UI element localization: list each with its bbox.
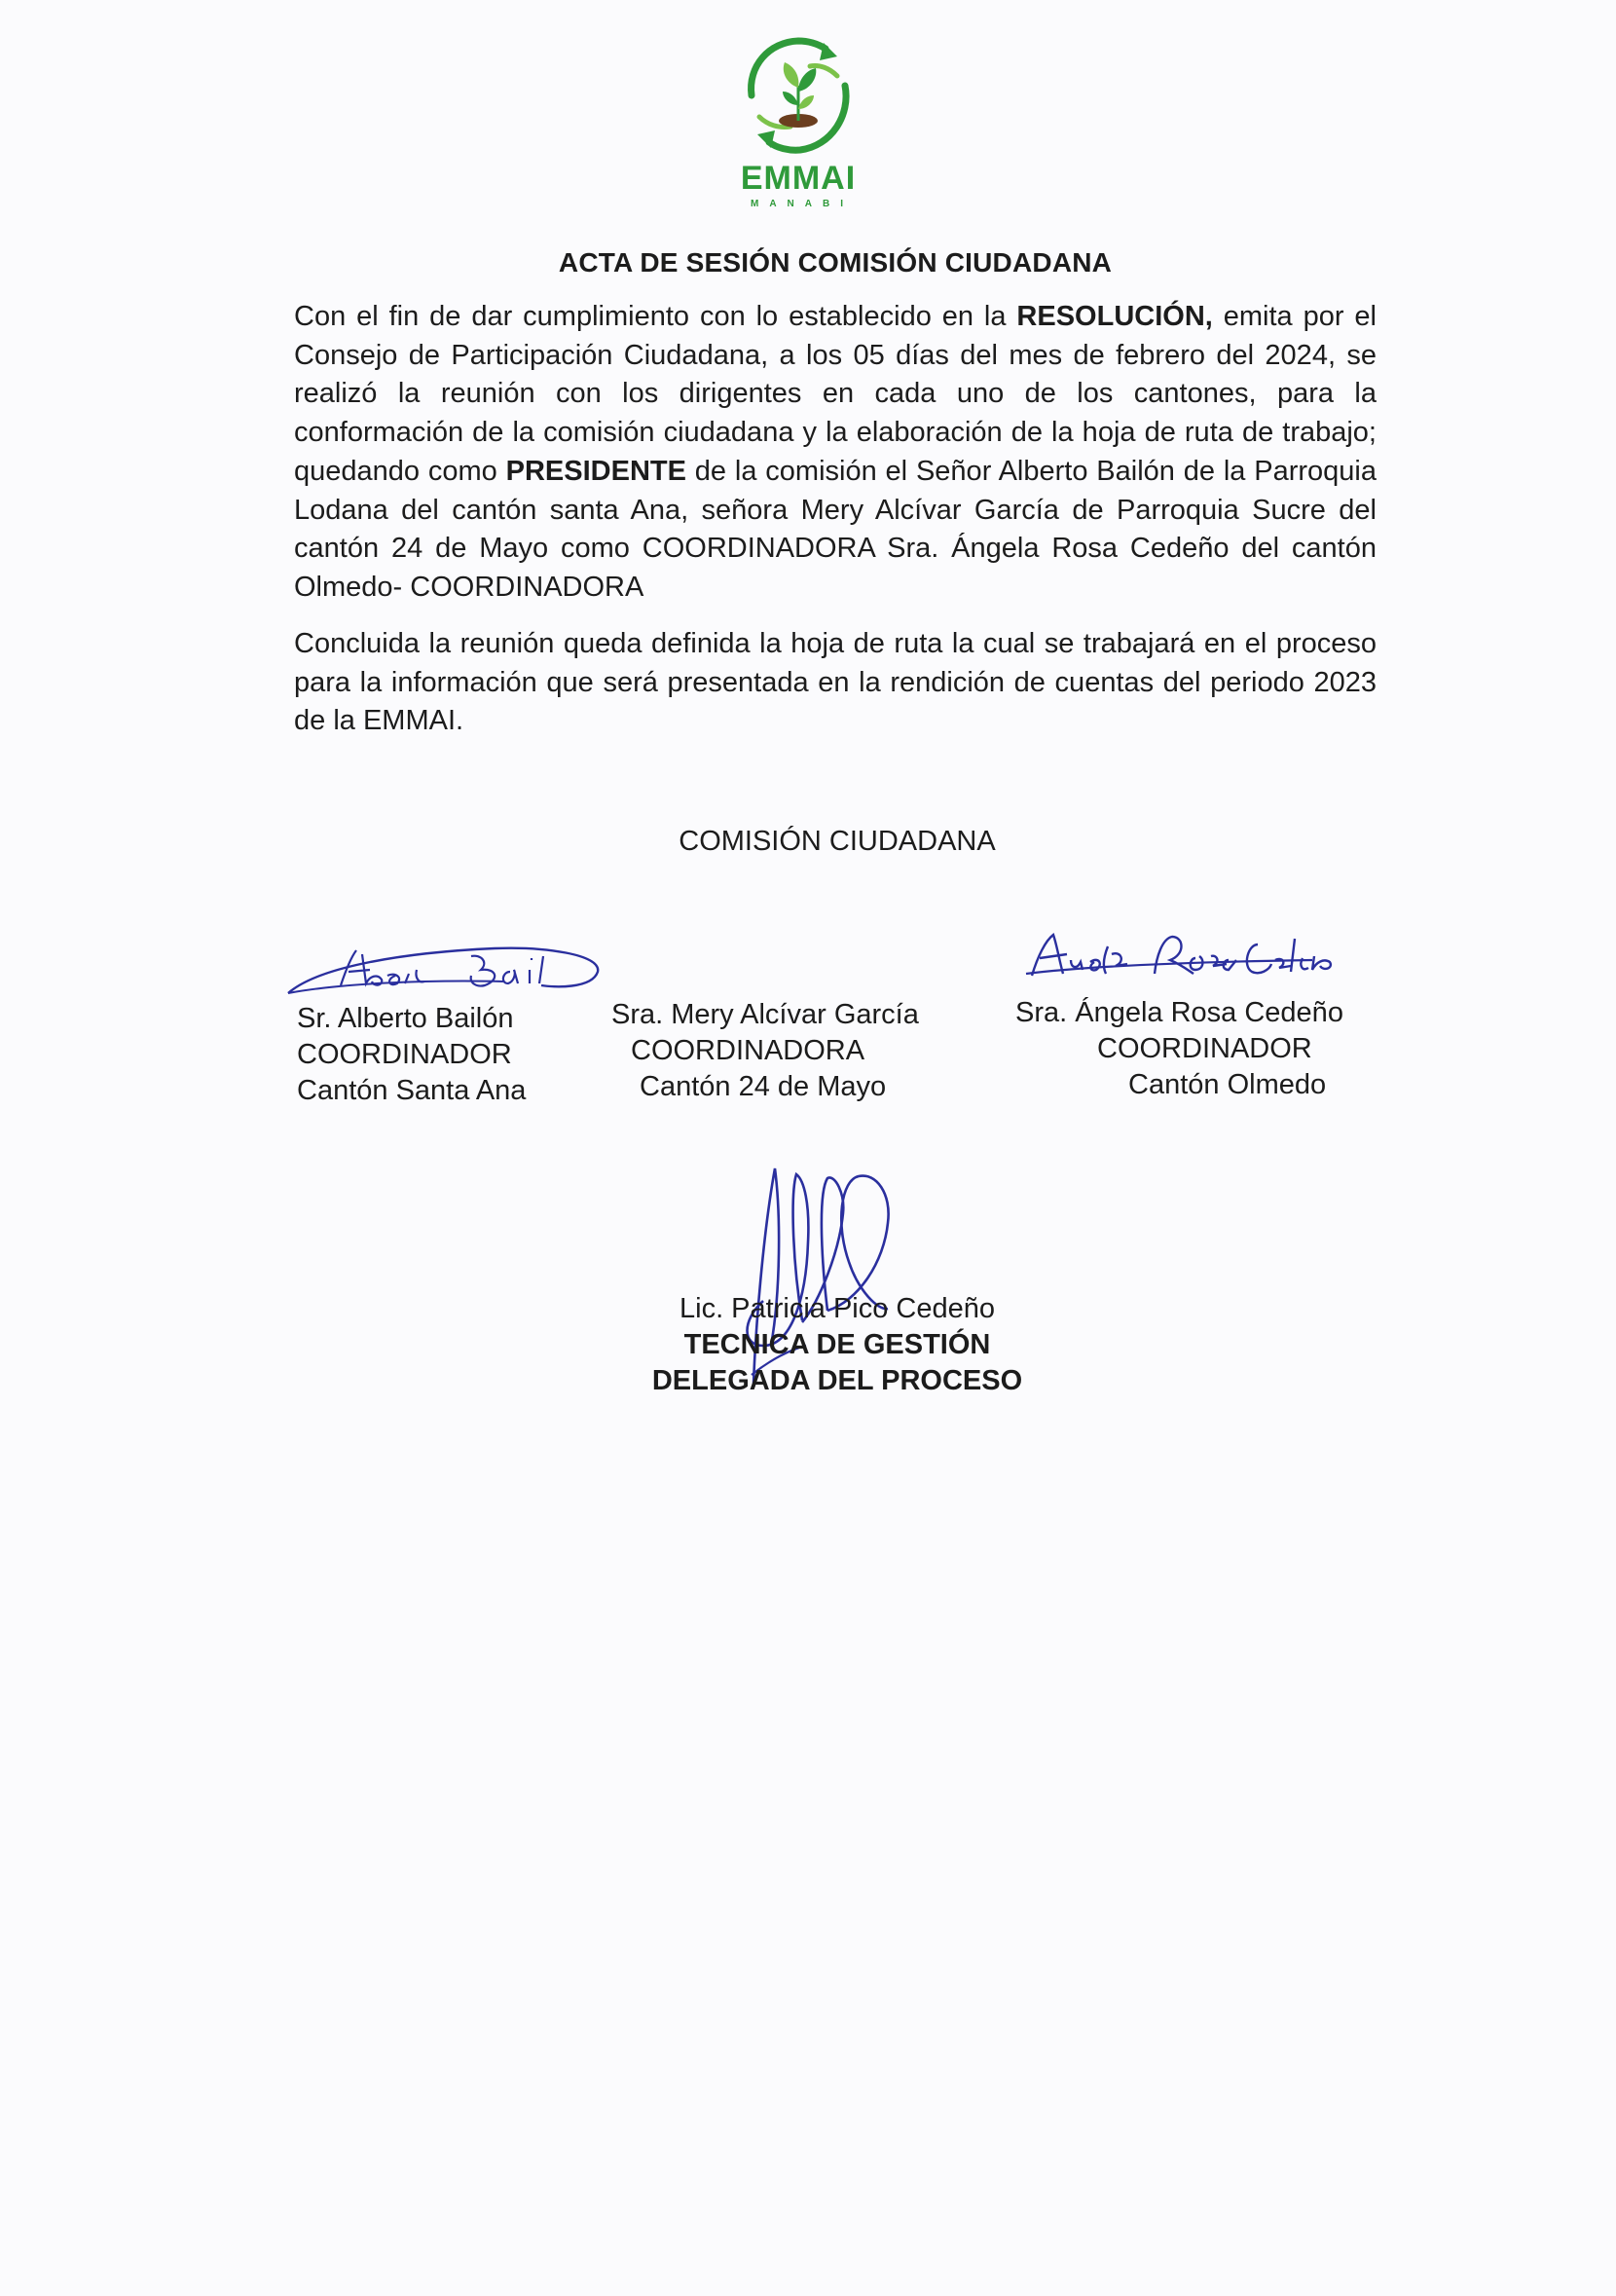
delegate-block	[545, 1291, 1129, 1399]
signature-alberto	[280, 937, 607, 999]
logo-subtitle: MANABI	[751, 199, 854, 209]
signatory-name: Sra. Ángela Rosa Cedeño	[1015, 997, 1343, 1028]
signatory-name: Sra. Mery Alcívar García	[611, 999, 919, 1030]
signatory-place: Cantón Olmedo	[1128, 1069, 1327, 1100]
delegate-role-1: TECNICA DE GESTIÓN	[683, 1329, 991, 1360]
paragraph-conclusion: Concluida la reunión queda definida la hoja de ruta la cual se trabajará en el proceso para la información que será presentada en la rendición de cuentas del periodo 2023 de la EMMAI.	[294, 628, 1377, 737]
signatory-role: COORDINADOR	[297, 1039, 512, 1070]
paragraph-intro-text-1: Con el fin de dar cumplimiento con lo establecido en la	[294, 301, 1017, 332]
signature-angela	[1020, 927, 1341, 985]
signatory-place: Cantón 24 de Mayo	[640, 1071, 887, 1102]
paragraph-intro	[294, 298, 1377, 608]
signatory-block-1	[297, 1001, 526, 1109]
delegate-name: Lic. Patricia Pico Cedeño	[679, 1293, 995, 1324]
document-title: ACTA DE SESIÓN COMISIÓN CIUDADANA	[558, 247, 1113, 278]
signatory-name: Sr. Alberto Bailón	[297, 1003, 514, 1034]
president-keyword: PRESIDENTE	[505, 455, 686, 487]
delegate-role-2: DELEGADA DEL PROCESO	[651, 1365, 1023, 1396]
signatory-role: COORDINADOR	[1097, 1033, 1312, 1064]
signatory-place: Cantón Santa Ana	[297, 1075, 527, 1106]
emmai-logo	[730, 27, 866, 209]
paragraph-intro-text-2: emita por el Consejo de Participación Ciudadana, a los 05 días del mes de febrero del 2024, se realizó la reunión con los dirigentes en cada uno de los cantones, para la conformación de la comisión ciudadana y la elaboración de la hoja de ruta de trabajo; quedando como	[294, 301, 1377, 487]
signatory-block-3	[1015, 995, 1343, 1103]
resolution-keyword: RESOLUCIÓN,	[1016, 301, 1213, 332]
logo-wordmark: EMMAI	[740, 160, 857, 197]
commission-heading: COMISIÓN CIUDADANA	[679, 826, 996, 857]
paragraph-intro-text-3: de la comisión el Señor Alberto Bailón de la Parroquia Lodana del cantón santa Ana, señora Mery Alcívar García de Parroquia Sucre del cantón 24 de Mayo como COORDINADORA Sra. Ángela Rosa Cedeño del cantón Olmedo- COORDINADORA	[294, 455, 1377, 603]
recycle-hands-leaf-icon	[730, 27, 866, 164]
signatory-role: COORDINADORA	[631, 1035, 865, 1066]
signatory-block-2	[611, 997, 919, 1105]
